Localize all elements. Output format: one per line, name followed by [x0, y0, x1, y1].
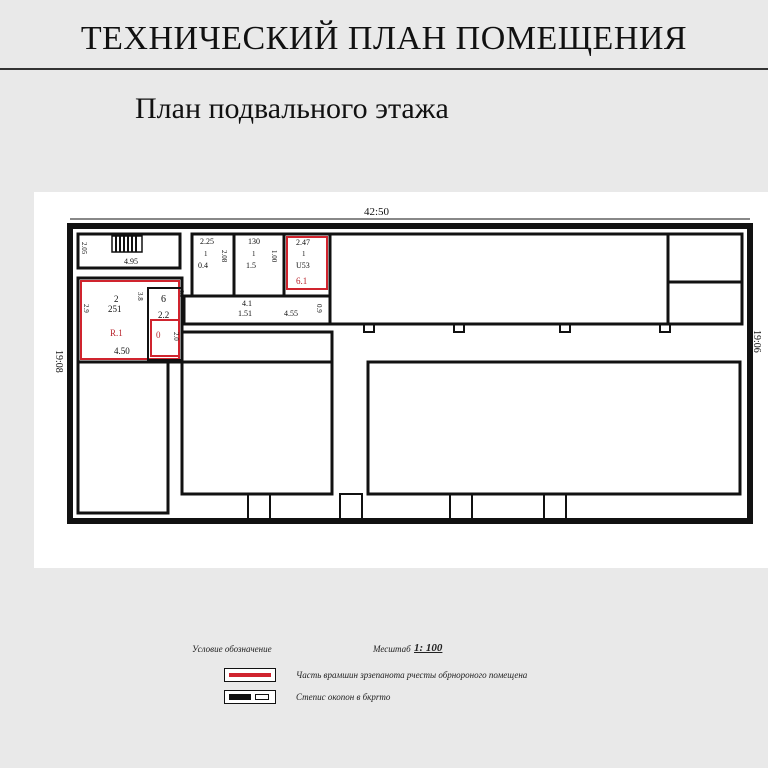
side-room-upper	[668, 234, 742, 282]
room-2-area: 251	[108, 304, 122, 314]
stair-width-label: 2.05	[80, 242, 88, 255]
corridor-number: 4.1	[242, 299, 252, 308]
legend-scale-value: 1: 100	[414, 642, 443, 654]
pilasters-bottom	[248, 494, 566, 522]
room-2-mark: R.1	[110, 328, 123, 338]
room-2-height: 2.9	[82, 304, 90, 313]
room-c-mark: 6.1	[296, 276, 308, 286]
overall-height-left-label: 19:08	[53, 350, 64, 373]
page-title: ТЕХНИЧЕСКИЙ ПЛАН ПОМЕЩЕНИЯ	[80, 20, 688, 57]
room-a-area: 0.4	[198, 261, 208, 270]
floor-plan-drawing	[34, 192, 768, 568]
corridor	[184, 296, 330, 324]
legend-scale-label: Месштаб	[373, 644, 411, 654]
room-a-height: 2.08	[220, 250, 228, 263]
room-b-height: 1.00	[270, 250, 278, 263]
hall-lower-right	[368, 362, 740, 494]
room-b-number: 1	[252, 250, 256, 258]
room-6-number: 6	[161, 294, 166, 305]
room-b-width: 130	[248, 237, 260, 246]
room-6-mark: 0	[156, 330, 161, 340]
room-c-number: 1	[302, 250, 306, 258]
stair-icon	[112, 236, 142, 252]
room-2-width: 4.50	[114, 346, 130, 356]
page-subtitle: План подвального этажа	[135, 92, 449, 125]
outer-wall	[70, 226, 750, 521]
overall-width-label: 42:50	[364, 206, 390, 218]
room-6-side: 2.0	[172, 332, 180, 341]
corridor-end: 0.9	[315, 304, 323, 313]
room-2-number: 2	[114, 294, 119, 304]
side-room-lower	[668, 282, 742, 324]
legend-wall-swatch	[224, 690, 276, 704]
corridor-length: 4.55	[284, 309, 298, 318]
legend	[0, 630, 768, 768]
room-b-area: 1.5	[246, 261, 256, 270]
overall-height-right-label: 19:06	[751, 330, 762, 353]
room-a-number: 1	[204, 250, 208, 258]
room-c-width: 2.47	[296, 238, 310, 247]
left-lower-room	[78, 362, 168, 513]
legend-red-swatch	[224, 668, 276, 682]
legend-heading: Условие обозначение	[192, 644, 272, 654]
title-bar	[0, 0, 768, 70]
legend-wall-label: Степис окопон в бкрrто	[296, 692, 391, 702]
stair-length-label: 4.95	[124, 257, 138, 266]
floor-plan	[34, 192, 768, 568]
room-6-area: 2.2	[158, 310, 170, 320]
hall-lower-left	[182, 362, 332, 494]
hall-upper	[330, 234, 668, 324]
legend-red-label: Часть врамшин зрзепанота рчесты обрнороного помещенa	[296, 670, 528, 680]
corridor-area: 1.51	[238, 309, 252, 318]
service-strip	[182, 332, 332, 362]
room-2-side: 3.8	[136, 292, 144, 301]
room-a-width: 2.25	[200, 237, 214, 246]
room-6-side-b: 0.5	[178, 290, 184, 298]
room-c-area: U53	[296, 261, 310, 270]
